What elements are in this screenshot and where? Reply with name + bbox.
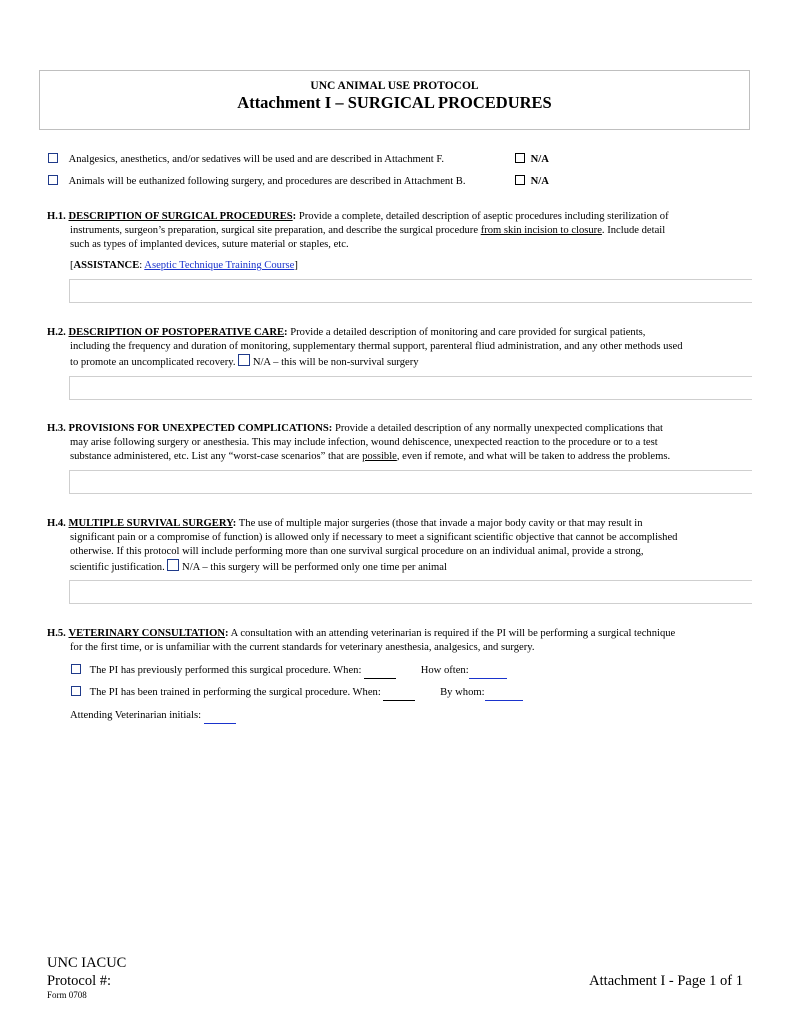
na-label: N/A – this surgery will be performed only one time per animal [182,562,447,573]
h5-option-performed [71,664,507,679]
protocol-subtitle: UNC ANIMAL USE PROTOCOL [310,80,479,92]
na-row-2 [515,175,549,189]
section-h5: H.5. VETERINARY CONSULTATION: A consultation with an attending veterinarian is required if the PI will be performing a surgical technique for the first time, or is unfamiliar with the current standards for veterinary anesthesia, analgesics, and surgery. [47,627,752,655]
section-h1: H.1. DESCRIPTION OF SURGICAL PROCEDURES: Provide a complete, detailed description of aseptic procedures including sterilization of instruments, surgeon’s preparation, surgical site preparation, and describe the surgical procedure from skin incision to closure. Include detail such as types of implanted devices, suture material or staples, etc. [ASSISTANCE: Aseptic Technique Training Course] [47,210,752,273]
section-number: H.2. [47,327,66,338]
section-number: H.5. [47,628,66,639]
footer-form-number: Form 0708 [47,990,87,1000]
section-text: including the frequency and duration of monitoring, supplementary thermal support, parenteral fliud administration, and any other methods used [70,341,683,352]
top-check-row-1 [48,153,444,167]
section-text: A consultation with an attending veterinarian is required if the PI will be performing a surgical technique [230,628,676,639]
footer-page: Attachment I - Page 1 of 1 [589,973,743,989]
na-label: N/A [530,176,549,187]
check-label: Analgesics, anesthetics, and/or sedatives will be used and are described in Attachment F. [68,154,445,165]
section-text: to promote an uncomplicated recovery. [70,357,236,368]
vet-initials-line [70,709,236,724]
checkbox-previously-performed[interactable] [71,664,81,674]
section-text-underlined: from skin incision to closure [480,225,602,236]
section-text: instruments, surgeon’s preparation, surgical site preparation, and describe the surgical procedure [70,225,479,236]
checkbox-analgesics[interactable] [48,153,58,163]
option-label: By whom: [440,687,485,698]
section-h4: H.4. MULTIPLE SURVIVAL SURGERY: The use of multiple major surgeries (those that invade a major body cavity or that may result in significant pain or a compromise of function) is allowed only if necessary to meet a significant scientific objective that cannot be accomplished otherwise. If this protocol will include performing more than one survival surgical procedure on an individual animal, provide a strong, scientific justification. N/A – this surgery will be performed only one time per animal [47,517,752,575]
check-label: Animals will be euthanized following surgery, and procedures are described in Attachment B. [68,176,466,187]
by-whom-field[interactable] [485,686,523,701]
section-heading: DESCRIPTION OF POSTOPERATIVE CARE [68,327,285,338]
checkbox-euthanized[interactable] [48,175,58,185]
h4-answer-field[interactable] [69,580,752,604]
section-text: such as types of implanted devices, suture material or staples, etc. [70,239,349,250]
na-label: N/A [530,154,549,165]
section-text: significant pain or a compromise of function) is allowed only if necessary to meet a significant scientific objective that cannot be accomplished [70,532,678,543]
checkbox-na-nonsurvival[interactable] [238,354,250,366]
section-text: for the first time, or is unfamiliar with the current standards for veterinary anesthesia, analgesics, and surgery. [70,642,535,653]
footer-org: UNC IACUC [47,955,127,971]
vet-initials-field[interactable] [204,709,236,724]
page-title: Attachment I – SURGICAL PROCEDURES [237,93,552,112]
section-text: Provide a detailed description of any normally unexpected complications that [334,423,663,434]
how-often-field[interactable] [469,664,507,679]
section-number: H.1. [47,211,66,222]
checkbox-na-single-surgery[interactable] [167,559,179,571]
option-label: The PI has been trained in performing the surgical procedure. When: [89,687,381,698]
option-label: The PI has previously performed this surgical procedure. When: [89,665,362,676]
section-text: substance administered, etc. List any “worst-case scenarios” that are [70,451,360,462]
section-h3 [47,422,752,464]
section-text: The use of multiple major surgeries (those that invade a major body cavity or that may result in [238,518,643,529]
assistance-line: [ASSISTANCE: Aseptic Technique Training Course] [70,260,298,271]
checkbox-na-euthanized[interactable] [515,175,525,185]
section-number: H.3. [47,423,66,434]
section-h2: H.2. DESCRIPTION OF POSTOPERATIVE CARE: Provide a detailed description of monitoring and care provided for surgical patients, including the frequency and duration of monitoring, supplementary thermal support, parenteral fliud administration, and any other methods used to promote an uncomplicated recovery. N/A – this will be non-survival surgery [47,326,752,370]
h1-answer-field[interactable] [69,279,752,303]
section-text: may arise following surgery or anesthesia. This may include infection, wound dehiscence, unexpected reaction to the procedure or to a test [70,437,658,448]
footer-protocol: Protocol #: [47,973,112,989]
section-heading: VETERINARY CONSULTATION [68,628,226,639]
na-row-1 [515,153,549,167]
na-label: N/A – this will be non-survival surgery [252,357,419,368]
initials-label: Attending Veterinarian initials: [70,710,202,721]
top-check-row-2 [48,175,466,189]
footer-left [47,954,126,1001]
h5-option-trained [71,686,523,701]
section-text: otherwise. If this protocol will include performing more than one survival surgical procedure on an individual animal, provide a strong, [70,546,644,557]
section-heading: MULTIPLE SURVIVAL SURGERY [68,518,233,529]
h2-answer-field[interactable] [69,376,752,400]
section-text: Provide a detailed description of monitoring and care provided for surgical patients, [290,327,646,338]
aseptic-training-link[interactable]: Aseptic Technique Training Course [144,260,295,271]
assistance-label: ASSISTANCE [73,260,140,271]
option-label: How often: [420,665,469,676]
header-box [39,70,750,130]
h3-answer-field[interactable] [69,470,752,494]
checkbox-na-analgesics[interactable] [515,153,525,163]
section-text: , even if remote, and what will be taken to address the problems. [396,451,671,462]
when-field[interactable] [383,686,415,701]
section-number: H.4. [47,518,66,529]
when-field[interactable] [364,664,396,679]
section-text: scientific justification. [70,562,165,573]
section-text: Provide a complete, detailed description of aseptic procedures including sterilization of [298,211,669,222]
section-text: . Include detail [601,225,666,236]
section-heading: PROVISIONS FOR UNEXPECTED COMPLICATIONS: [68,423,333,434]
checkbox-trained[interactable] [71,686,81,696]
section-heading: DESCRIPTION OF SURGICAL PROCEDURES [68,211,293,222]
section-text-underlined: possible [362,451,397,462]
